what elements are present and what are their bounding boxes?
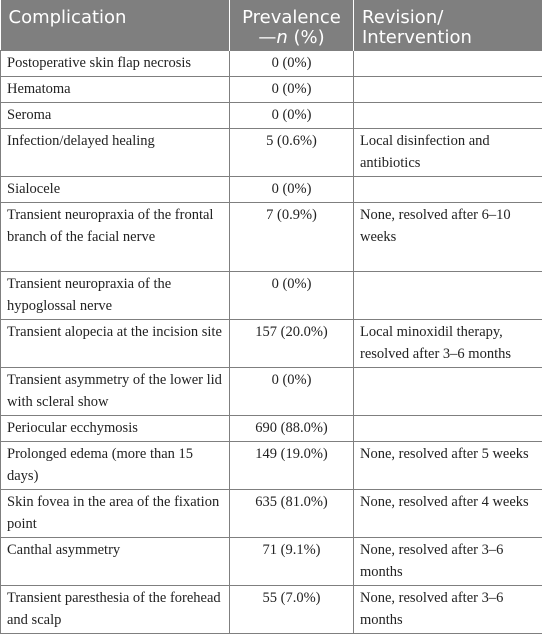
table-row xyxy=(1,368,542,416)
cell-complication: Infection/delayed healing xyxy=(1,129,230,177)
cell-revision xyxy=(354,103,542,129)
cell-revision: None, resolved after 3–6 months xyxy=(354,586,542,634)
cell-prevalence: 55 (7.0%) xyxy=(230,586,354,634)
cell-prevalence: 635 (81.0%) xyxy=(230,490,354,538)
table-row xyxy=(1,203,542,272)
cell-revision: None, resolved after 3–6 months xyxy=(354,538,542,586)
cell-prevalence: 0 (0%) xyxy=(230,368,354,416)
cell-complication: Transient asymmetry of the lower lid with scleral show xyxy=(1,368,230,416)
cell-prevalence: 157 (20.0%) xyxy=(230,320,354,368)
cell-complication: Hematoma xyxy=(1,77,230,103)
table-row xyxy=(1,538,542,586)
cell-revision: Local minoxidil therapy, resolved after 3–6 months xyxy=(354,320,542,368)
cell-revision xyxy=(354,272,542,320)
cell-prevalence: 0 (0%) xyxy=(230,103,354,129)
header-revision: Revision/ Intervention xyxy=(354,0,542,51)
table-row xyxy=(1,51,542,77)
cell-revision xyxy=(354,368,542,416)
cell-prevalence: 0 (0%) xyxy=(230,51,354,77)
cell-prevalence: 0 (0%) xyxy=(230,177,354,203)
cell-complication: Canthal asymmetry xyxy=(1,538,230,586)
table-row xyxy=(1,177,542,203)
header-prevalence-dash: — xyxy=(258,27,276,48)
cell-revision: None, resolved after 5 weeks xyxy=(354,442,542,490)
header-complication: Complication xyxy=(1,0,230,51)
cell-revision xyxy=(354,416,542,442)
table-body xyxy=(1,51,542,634)
cell-complication: Prolonged edema (more than 15 days) xyxy=(1,442,230,490)
cell-complication: Transient neuropraxia of the hypoglossal nerve xyxy=(1,272,230,320)
cell-complication: Sialocele xyxy=(1,177,230,203)
cell-prevalence: 0 (0%) xyxy=(230,77,354,103)
cell-revision: None, resolved after 6–10 weeks xyxy=(354,203,542,272)
header-row xyxy=(1,0,542,51)
cell-complication: Transient neuropraxia of the frontal branch of the facial nerve xyxy=(1,203,230,272)
cell-complication: Skin fovea in the area of the fixation point xyxy=(1,490,230,538)
header-prevalence-n: n xyxy=(276,27,287,48)
cell-prevalence: 7 (0.9%) xyxy=(230,203,354,272)
table-row xyxy=(1,490,542,538)
table-row xyxy=(1,103,542,129)
cell-revision: None, resolved after 4 weeks xyxy=(354,490,542,538)
table-header xyxy=(1,0,542,51)
header-prevalence-word: Prevalence xyxy=(242,7,341,28)
table-row xyxy=(1,416,542,442)
cell-revision: Local disinfection and antibiotics xyxy=(354,129,542,177)
table-row xyxy=(1,586,542,634)
cell-prevalence: 5 (0.6%) xyxy=(230,129,354,177)
cell-prevalence: 71 (9.1%) xyxy=(230,538,354,586)
cell-prevalence: 149 (19.0%) xyxy=(230,442,354,490)
cell-prevalence: 690 (88.0%) xyxy=(230,416,354,442)
table-row xyxy=(1,320,542,368)
header-prevalence-pct: (%) xyxy=(288,27,325,48)
table-row xyxy=(1,442,542,490)
cell-complication: Periocular ecchymosis xyxy=(1,416,230,442)
cell-revision xyxy=(354,51,542,77)
cell-complication: Seroma xyxy=(1,103,230,129)
cell-revision xyxy=(354,177,542,203)
table-row xyxy=(1,77,542,103)
table-row xyxy=(1,272,542,320)
table-row xyxy=(1,129,542,177)
header-prevalence xyxy=(230,0,354,51)
cell-complication: Transient alopecia at the incision site xyxy=(1,320,230,368)
cell-prevalence: 0 (0%) xyxy=(230,272,354,320)
cell-revision xyxy=(354,77,542,103)
cell-complication: Postoperative skin flap necrosis xyxy=(1,51,230,77)
cell-complication: Transient paresthesia of the forehead and scalp xyxy=(1,586,230,634)
